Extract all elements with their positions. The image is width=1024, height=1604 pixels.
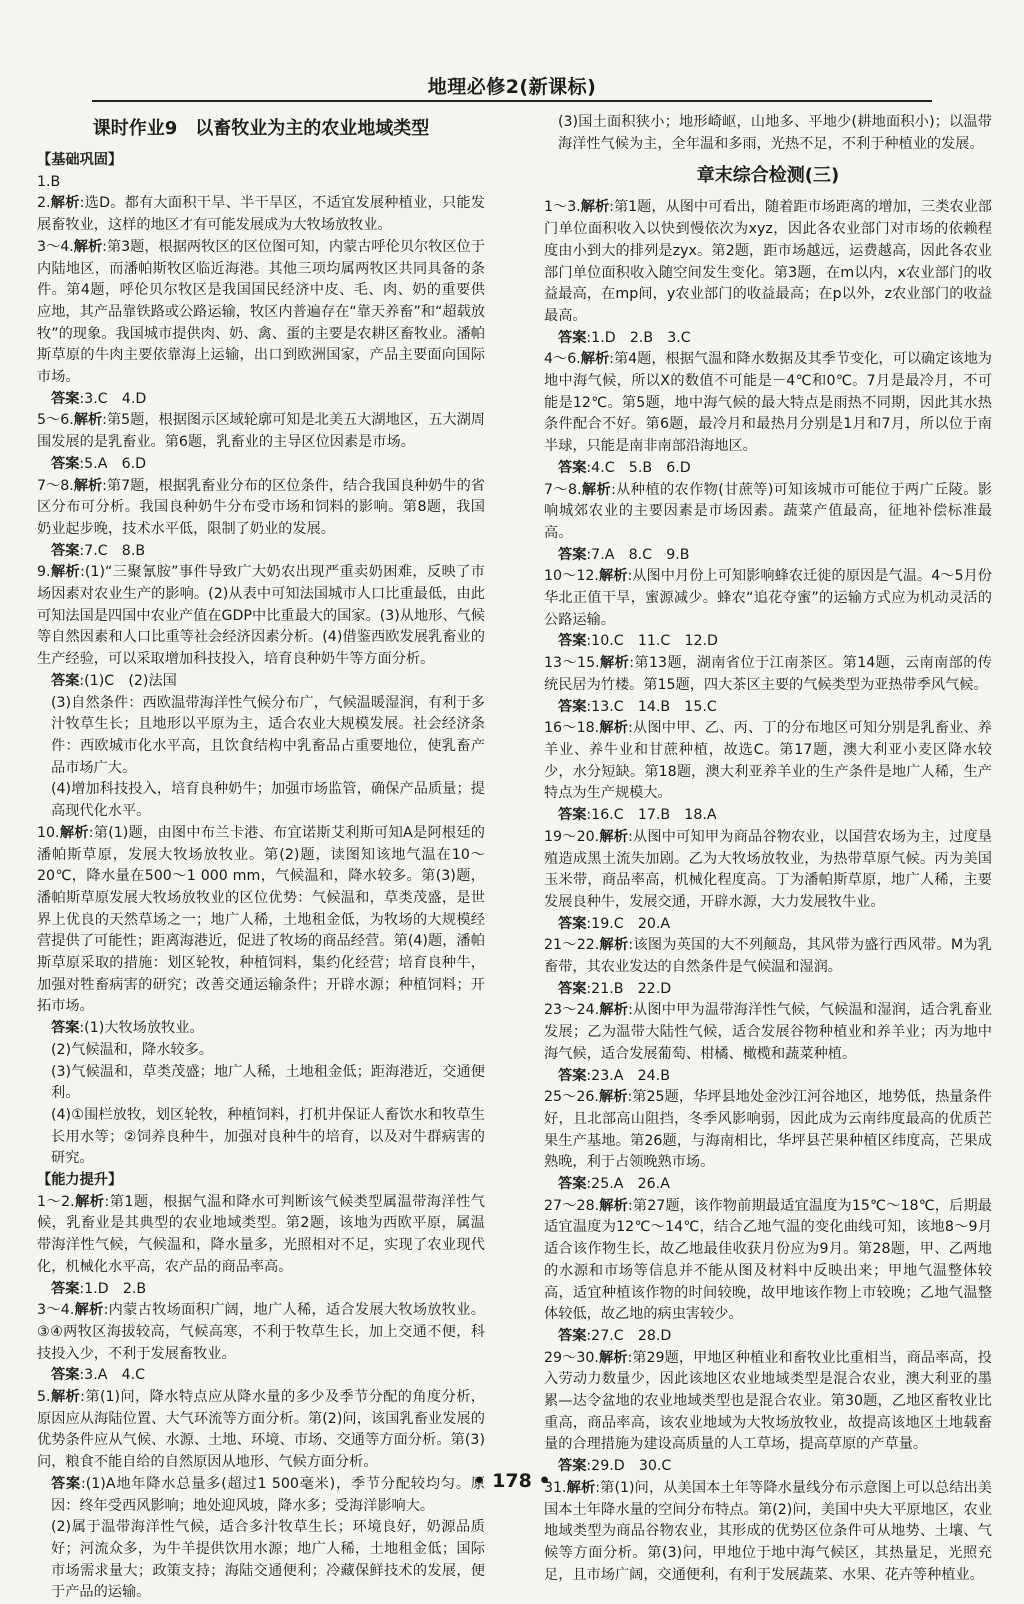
analysis-r-19-20: 19～20.解析:从图中可知甲为商品谷物农业，以国营农场为主，过度垦殖造成黑土流失加剧。乙为大牧场放牧业，为热带草原气候。丙为美国玉米带，商品率高，机械化程度高。丁为潘帕斯草原，地广人稀，主要发展良种牛，发展交通，开辟水源，大力发展牧牛业。: [544, 828, 992, 910]
answer-adv-5-part3: (3)国土面积狭小；地形崎岖，山地多、平地少(耕地面积小)；以温带海洋性气候为主，全年温和多雨，光热不足，不利于种植业的发展。: [558, 114, 992, 152]
answer-r-29-30: 答案:29.D 30.C: [558, 1458, 672, 1475]
answer-10-part2: (2)气候温和，降水较多。: [51, 1041, 213, 1058]
analysis-7-8: 7～8.解析:第7题，根据乳畜业分布的区位条件，结合我国良种奶牛的省区分布可分析。我国良种奶牛分布受市场和饲料的影响。第8题，我国奶业起步晚，技术水平低，限制了奶业的发展。: [37, 477, 485, 537]
answer-3-4: 答案:3.C 4.D: [51, 390, 147, 407]
answer-5-6: 答案:5.A 6.D: [51, 455, 147, 472]
answer-adv-5: 答案:(1)A地年降水总量多(超过1 500毫米)，季节分配较均匀。原因：终年受西风影响；地处迎风坡，降水多；受海洋影响大。: [51, 1475, 485, 1514]
answer-9-part3: (3)自然条件：西欧温带海洋性气候分布广，气候温暖湿润，有利于多汁牧草生长；且地形以平原为主，适合农业大规模发展。社会经济条件：西欧城市化水平高，且饮食结构中乳畜品占重要地位，使乳畜产品市场广大。: [51, 694, 485, 776]
analysis-r-4-6: 4～6.解析:第4题，根据气温和降水数据及其季节变化，可以确定该地为地中海气候，所以X的数值不可能是－4℃和0℃。7月是最冷月，不可能是12℃。第5题，地中海气候的最大特点是雨热不同期，因此其水热条件配合不好。第6题，最冷月和最热月分别是1月和7月，所以位于南半球，只能是南非南部沿海地区。: [544, 351, 992, 455]
analysis-adv-3-4: 3～4.解析:内蒙古牧场面积广阔，地广人稀，适合发展大牧场放牧业。③④两牧区海拔较高，气候高寒，不利于牧草生长，加上交通不便，科技投入少，不利于发展畜牧业。: [37, 1302, 485, 1362]
answer-10-part3: (3)气候温和，草类茂盛；地广人稀，土地租金低；距海港近，交通便利。: [51, 1063, 485, 1102]
answer-r-10-12: 答案:10.C 11.C 12.D: [558, 633, 718, 650]
analysis-r-31: 31.解析:第(1)问，从美国本土年等降水量线分布示意图上可以总结出美国本土年降水量的空间分布特点。第(2)问，美国中央大平原地区，农业地域类型为商品谷物农业，其形成的优势区位条件可从地势、土壤、气候等方面分析。第(3)问，甲地位于地中海气候区，其热量足，光照充足，且市场广阔，交通便利，有利于发展蔬菜、水果、花卉等种植业。: [544, 1479, 992, 1583]
analysis-r-10-12: 10～12.解析:从图中月份上可知影响蜂农迁徙的原因是气温。4～5月份华北正值干旱，蜜源减少。蜂农“追花夺蜜”的运输方式应为机动灵活的公路运输。: [544, 568, 992, 628]
page-header: [0, 66, 1024, 102]
header-title: 地理必修2(新课标): [427, 76, 597, 98]
answer-r-1-3: 答案:1.D 2.B 3.C: [558, 329, 691, 346]
analysis-r-16-18: 16～18.解析:从图中甲、乙、丙、丁的分布地区可知分别是乳畜业、养羊业、养牛业和甘蔗种植，故选C。第17题，澳大利亚小麦区降水较少，水分短缺。第18题，澳大利亚养羊业的生产条件是地广人稀，生产特点为生产规模大。: [544, 720, 992, 802]
analysis-3-4: 3～4.解析:第3题，根据两牧区的区位图可知，内蒙古呼伦贝尔牧区位于内陆地区，而潘帕斯牧区临近海港。其他三项均属两牧区共同具备的条件。第4题，呼伦贝尔牧区是我国国民经济中皮、毛、肉、奶的重要供应地，其产品靠铁路或公路运输，牧区内普遍存在“靠天养畜”和“超载放牧”的现象。我国城市提供肉、奶、禽、蛋的主要是农耕区畜牧业。潘帕斯草原的牛肉主要依靠海上运输，出口到欧洲国家，产品主要面向国际市场。: [37, 238, 485, 386]
answer-r-19-20: 答案:19.C 20.A: [558, 915, 671, 932]
answer-r-16-18: 答案:16.C 17.B 18.A: [558, 807, 717, 824]
analysis-r-13-15: 13～15.解析:第13题，湖南省位于江南茶区。第14题，云南南部的传统民居为竹楼。第15题，四大茶区主要的气候类型为亚热带季风气候。: [544, 655, 992, 693]
left-column: [37, 112, 485, 1604]
analysis-r-23-24: 23～24.解析:从图中甲为温带海洋性气候，气候温和湿润，适合乳畜业发展；乙为温带大陆性气候，适合发展谷物种植业和养羊业；丙为地中海气候，适合发展葡萄、柑橘、橄榄和蔬菜种植。: [544, 1002, 992, 1062]
right-column: [544, 112, 992, 1586]
analysis-10: 10.解析:第(1)题，由图中布兰卡港、布宜诺斯艾利斯可知A是阿根廷的潘帕斯草原，发展大牧场放牧业。第(2)题，读图知该地气温在10～20℃，降水量在500～1 000 mm，气候温和，降水较多。第(3)题，潘帕斯草原发展大牧场放牧业的区位优势：气候温和，草类茂盛，是世界上优良的天然草场之一；地广人稀，土地租金低，为牧场的大规模经营提供了可能性；距离海港近，促进了牧场的商品经营。第(4)题，潘帕斯草原采取的措施：划区轮牧，种植饲料，集约化经营；培育良种牛，加强对牲畜病害的研究；改善交通运输条件；开辟水源；种植饲料；开拓市场。: [37, 824, 485, 1015]
analysis-r-1-3: 1～3.解析:第1题，从图中可看出，随着距市场距离的增加，三类农业部门单位面积收入以快到慢依次为xyz，因此各农业部门对市场的依赖程度由小到大的排列是zyx。第2题，距市场越远，运费越高，因此各农业部门单位面积收入随空间发生变化。第3题，在m以内，x农业部门的收益最高，在mp间，y农业部门的收益最高；在p以外，z农业部门的收益最高。: [544, 199, 992, 324]
answer-7-8: 答案:7.C 8.B: [51, 542, 146, 559]
answer-r-13-15: 答案:13.C 14.B 15.C: [558, 698, 717, 715]
answer-adv-5-part2: (2)属于温带海洋性气候，适合多汁牧草生长；环境良好，奶源品质好；河流众多，为牛羊提供饮用水源；地广人稀，土地租金低；国际市场需求量大；政策支持；海陆交通便利；冷藏保鲜技术的发展，便于产品的运输。: [51, 1519, 485, 1601]
analysis-9: 9.解析:(1)“三聚氰胺”事件导致广大奶农出现严重卖奶困难，反映了市场因素对农业生产的影响。(2)从表中可知法国城市人口比重最低，由此可知法国是四国中农业产值在GDP中比重最大的国家。(3)从地形、气候等自然因素和人口比重等社会经济因素分析。(4)借鉴西欧发展乳畜业的生产经验，可以采取增加科技投入，培育良种奶牛等方面分析。: [37, 564, 485, 668]
analysis-r-25-26: 25～26.解析:第25题，华坪县地处金沙江河谷地区，地势低，热量条件好，且北部高山阻挡，冬季风影响弱，因此成为云南纬度最高的优质芒果生产基地。第26题，与海南相比，华坪县芒果种植区纬度高，芒果成熟晚，利于占领晚熟市场。: [544, 1089, 992, 1171]
answer-r-23-24: 答案:23.A 24.B: [558, 1067, 670, 1084]
answer-r-7-9: 答案:7.A 8.C 9.B: [558, 546, 690, 563]
answer-1: 1.B: [37, 173, 61, 190]
section-title-lesson9: 课时作业9 以畜牧业为主的农业地域类型: [92, 118, 430, 139]
page-number: • 178 •: [473, 1470, 551, 1492]
answer-r-4-6: 答案:4.C 5.B 6.D: [558, 459, 691, 476]
analysis-r-7-8: 7～8.解析:从种植的农作物(甘蔗等)可知该城市可能位于两广丘陵。影响城郊农业的主要因素是市场因素。蔬菜产值最高，征地补偿标准最高。: [544, 481, 992, 541]
answer-10-part4: (4)①围栏放牧，划区轮牧，种植饲料，打机井保证人畜饮水和牧草生长用水等；②饲养良种牛，加强对良种牛的培育，以及对牛群病害的研究。: [51, 1106, 485, 1167]
answer-9: 答案:(1)C (2)法国: [51, 672, 177, 689]
answer-r-27-28: 答案:27.C 28.D: [558, 1327, 672, 1344]
analysis-r-29-30: 29～30.解析:第29题，甲地区种植业和畜牧业比重相当，商品率高，投入劳动力数量少，因此该地区农业地域类型是混合农业，澳大利亚的墨累—达令盆地的农业地域类型也是混合农业。第30题，乙地区畜牧业比重高，商品率高，该农业地域为大牧场放牧业，故提高该地区土地载畜量的合理措施为建设高质量的人工草场，提高草原的产草量。: [544, 1349, 992, 1453]
answer-r-25-26: 答案:25.A 26.A: [558, 1176, 670, 1193]
header-rule: [92, 100, 932, 102]
analysis-2: 2.解析:选D。都有大面积干旱、半干旱区，不适宜发展种植业，只能发展畜牧业，这样的地区才有可能发展成为大牧场放牧业。: [37, 195, 485, 234]
answer-adv-1-2: 答案:1.D 2.B: [51, 1280, 147, 1297]
analysis-r-27-28: 27～28.解析:第27题，该作物前期最适宜温度为15℃～18℃，后期最适宜温度为12℃～14℃，结合乙地气温的变化曲线可知，该地8～9月适合该作物生长，故乙地最佳收获月份应为9月。第28题，甲、乙两地的水源和市场等信息并不能从图及材料中反映出来；甲地气温整体较高，适宜种植该作物的时间较晚，故甲地该作物上市较晚；乙地气温整体较低，故乙地的病虫害较少。: [544, 1197, 992, 1323]
analysis-adv-5: 5.解析:第(1)问，降水特点应从降水量的多少及季节分配的角度分析，原因应从海陆位置、大气环流等方面分析。第(2)问，该国乳畜业发展的优势条件应从气候、水源、土地、环境、市场、交通等方面分析。第(3)问，粮食不能自给的自然原因从地形、气候方面分析。: [37, 1389, 485, 1471]
answer-10: 答案:(1)大牧场放牧业。: [51, 1020, 204, 1037]
analysis-r-21-22: 21～22.解析:该图为英国的大不列颠岛，其风带为盛行西风带。M为乳畜带，其农业发达的自然条件是气候温和湿润。: [544, 937, 992, 976]
tag-advanced: 【能力提升】: [37, 1172, 123, 1189]
answer-9-part4: (4)增加科技投入，培育良种奶牛；加强市场监管，确保产品质量；提高现代化水平。: [51, 781, 485, 820]
tag-basic: 【基础巩固】: [37, 152, 123, 168]
section-title-chapter-review: 章末综合检测(三): [696, 165, 840, 187]
answer-adv-3-4: 答案:3.A 4.C: [51, 1367, 146, 1384]
analysis-5-6: 5～6.解析:第5题，根据图示区域轮廓可知是北美五大湖地区，五大湖周围发展的是乳畜业。第6题，乳畜业的主导区位因素是市场。: [37, 412, 485, 451]
answer-r-21-22: 答案:21.B 22.D: [558, 980, 672, 997]
analysis-adv-1-2: 1～2.解析:第1题，根据气温和降水可判断该气候类型属温带海洋性气候，乳畜业是其典型的农业地域类型。第2题，该地为西欧平原，属温带海洋性气候，气候温和，降水量多，光照相对不足，实现了农业现代化，机械化水平高，农产品的商品率高。: [37, 1193, 485, 1275]
